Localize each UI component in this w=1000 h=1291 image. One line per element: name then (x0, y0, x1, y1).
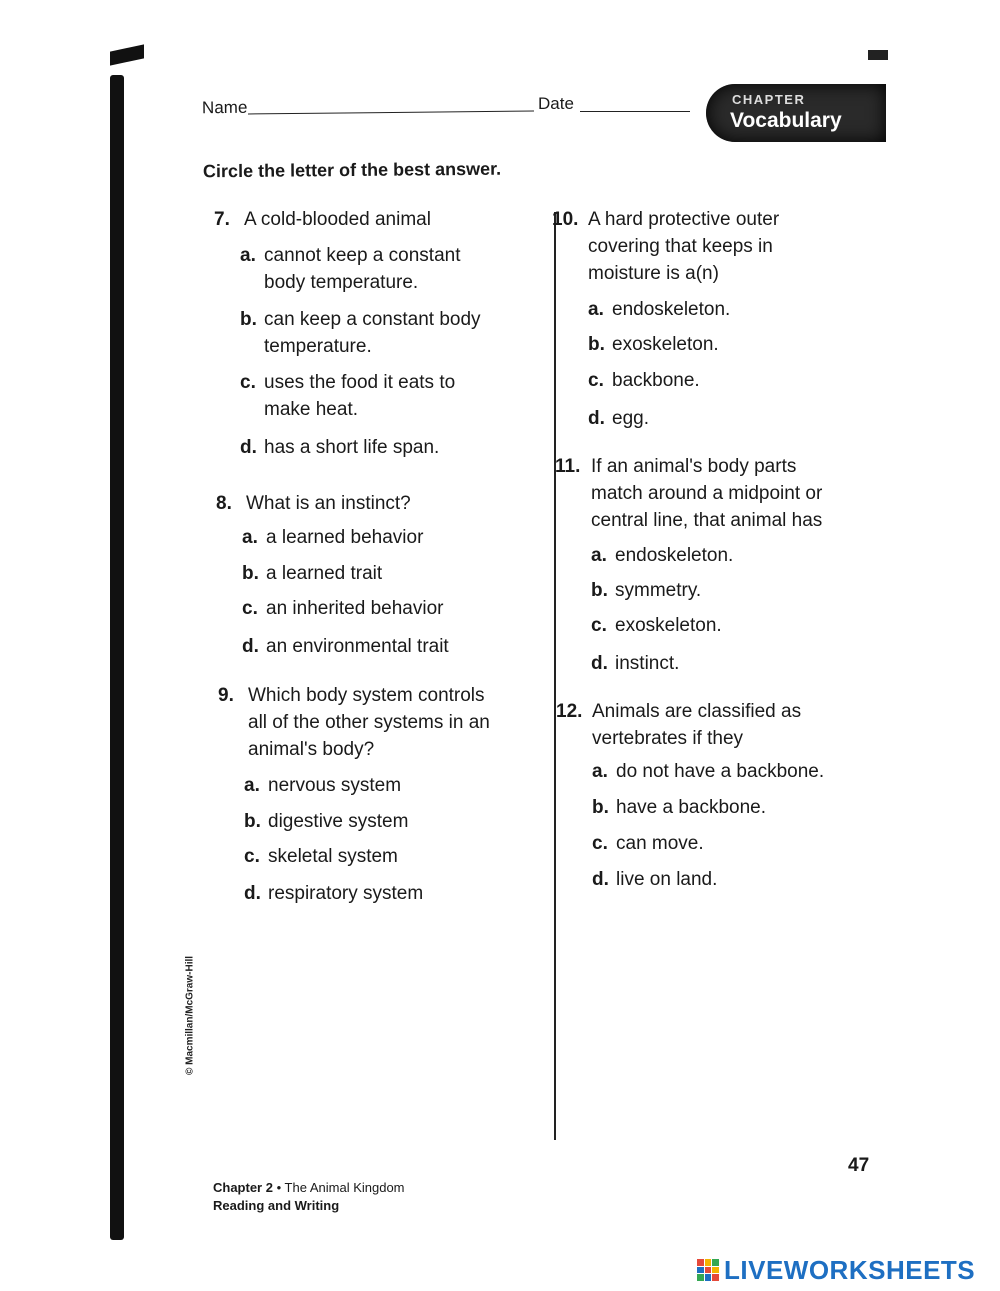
option-letter: b. (244, 811, 261, 832)
option-text: exoskeleton. (615, 615, 722, 636)
answer-option-c[interactable] (240, 369, 455, 423)
badge-chapter-text: CHAPTER (732, 92, 806, 107)
footer-section: Reading and Writing (213, 1198, 340, 1213)
answer-option-d[interactable] (244, 880, 423, 907)
answer-option-b[interactable] (592, 794, 766, 821)
answer-option-d[interactable] (591, 650, 679, 677)
footer-chapter (213, 1180, 405, 1195)
question-stem: A hard protective outer covering that keeps in moisture is a(n) (588, 209, 780, 284)
answer-option-b[interactable] (588, 331, 719, 358)
name-field-line (248, 111, 534, 115)
answer-option-d[interactable] (588, 405, 649, 432)
question-stem: Which body system controls all of the other systems in an animal's body? (248, 685, 490, 760)
question-number: 7. (214, 209, 230, 230)
option-letter: b. (591, 580, 608, 601)
option-text: egg. (612, 408, 649, 429)
answer-option-a[interactable] (592, 758, 824, 785)
question-number: 10. (552, 209, 579, 230)
answer-option-d[interactable] (242, 633, 449, 660)
answer-option-b[interactable] (240, 306, 481, 360)
question-stem: A cold-blooded animal (244, 209, 431, 230)
question-8 (216, 490, 536, 660)
answer-option-c[interactable] (588, 367, 700, 394)
option-text: endoskeleton. (612, 299, 731, 320)
question-number: 12. (556, 701, 583, 722)
option-text: live on land. (616, 869, 718, 890)
option-text: can move. (616, 833, 704, 854)
instructions: Circle the letter of the best answer. (202, 158, 502, 182)
option-text: cannot keep a constant body temperature. (264, 245, 461, 293)
option-text: an inherited behavior (266, 598, 444, 619)
answer-option-a[interactable] (240, 242, 460, 296)
answer-option-b[interactable] (242, 560, 382, 587)
name-label: Name (201, 97, 248, 118)
question-7 (214, 206, 534, 466)
option-text: a learned behavior (266, 527, 424, 548)
option-letter: c. (242, 598, 258, 619)
answer-option-c[interactable] (242, 595, 443, 622)
answer-option-a[interactable] (244, 772, 401, 799)
answer-option-a[interactable] (591, 542, 733, 569)
liveworksheets-watermark (697, 1256, 975, 1284)
question-stem: What is an instinct? (246, 493, 411, 514)
question-9 (218, 682, 538, 912)
question-11 (555, 453, 875, 683)
question-10 (552, 206, 872, 436)
option-letter: d. (242, 636, 259, 657)
answer-option-c[interactable] (591, 612, 722, 639)
scan-edge-mark (110, 44, 144, 65)
footer-bullet: • (276, 1180, 282, 1195)
option-letter: c. (591, 615, 607, 636)
answer-option-d[interactable] (240, 434, 439, 461)
liveworksheets-text: LIVEWORKSHEETS (724, 1254, 976, 1285)
scan-edge-bar (110, 75, 124, 1240)
option-text: has a short life span. (264, 437, 440, 458)
question-number: 11. (555, 456, 581, 477)
option-letter: d. (240, 437, 257, 458)
option-text: do not have a backbone. (616, 761, 825, 782)
option-letter: b. (242, 563, 259, 584)
footer-chapter-title: The Animal Kingdom (284, 1180, 405, 1195)
footer-chapter-label: Chapter 2 (213, 1180, 273, 1195)
option-letter: a. (591, 545, 607, 566)
scan-corner-mark (868, 50, 888, 60)
option-letter: b. (240, 309, 257, 330)
chapter-vocabulary-badge (706, 84, 886, 142)
option-text: backbone. (612, 370, 700, 391)
option-letter: a. (588, 299, 604, 320)
option-text: respiratory system (268, 883, 424, 904)
option-text: uses the food it eats to make heat. (264, 372, 456, 420)
option-letter: d. (244, 883, 261, 904)
option-text: digestive system (268, 811, 409, 832)
question-stem: If an animal's body parts match around a midpoint or central line, that animal has (591, 456, 823, 531)
option-letter: d. (591, 653, 608, 674)
option-text: have a backbone. (616, 797, 767, 818)
question-stem: Animals are classified as vertebrates if they (592, 701, 802, 749)
question-12 (556, 698, 876, 898)
option-text: instinct. (615, 653, 680, 674)
option-text: a learned trait (266, 563, 383, 584)
answer-option-d[interactable] (592, 866, 717, 893)
option-letter: d. (592, 869, 609, 890)
option-text: skeletal system (268, 846, 398, 867)
answer-option-c[interactable] (244, 843, 398, 870)
badge-vocabulary-text: Vocabulary (730, 109, 842, 132)
option-letter: a. (244, 775, 260, 796)
date-field-line (580, 111, 690, 112)
option-letter: b. (592, 797, 609, 818)
option-letter: a. (242, 527, 258, 548)
answer-option-b[interactable] (244, 808, 408, 835)
question-number: 9. (218, 685, 234, 706)
copyright-credit: © Macmillan/McGraw-Hill (184, 955, 196, 1076)
answer-option-a[interactable] (588, 296, 730, 323)
date-label: Date (538, 94, 574, 113)
page-number: 47 (848, 1155, 870, 1176)
option-text: endoskeleton. (615, 545, 734, 566)
option-letter: c. (240, 372, 256, 393)
answer-option-c[interactable] (592, 830, 704, 857)
option-letter: d. (588, 408, 605, 429)
answer-option-a[interactable] (242, 524, 423, 551)
option-text: symmetry. (615, 580, 702, 601)
option-letter: c. (244, 846, 260, 867)
option-letter: c. (588, 370, 604, 391)
option-letter: b. (588, 334, 605, 355)
option-text: nervous system (268, 775, 402, 796)
option-letter: a. (592, 761, 608, 782)
question-number: 8. (216, 493, 232, 514)
option-text: an environmental trait (266, 636, 449, 657)
liveworksheets-logo-icon (697, 1259, 719, 1281)
option-letter: a. (240, 245, 256, 266)
answer-option-b[interactable] (591, 577, 701, 604)
option-text: can keep a constant body temperature. (264, 309, 481, 357)
option-letter: c. (592, 833, 608, 854)
option-text: exoskeleton. (612, 334, 719, 355)
